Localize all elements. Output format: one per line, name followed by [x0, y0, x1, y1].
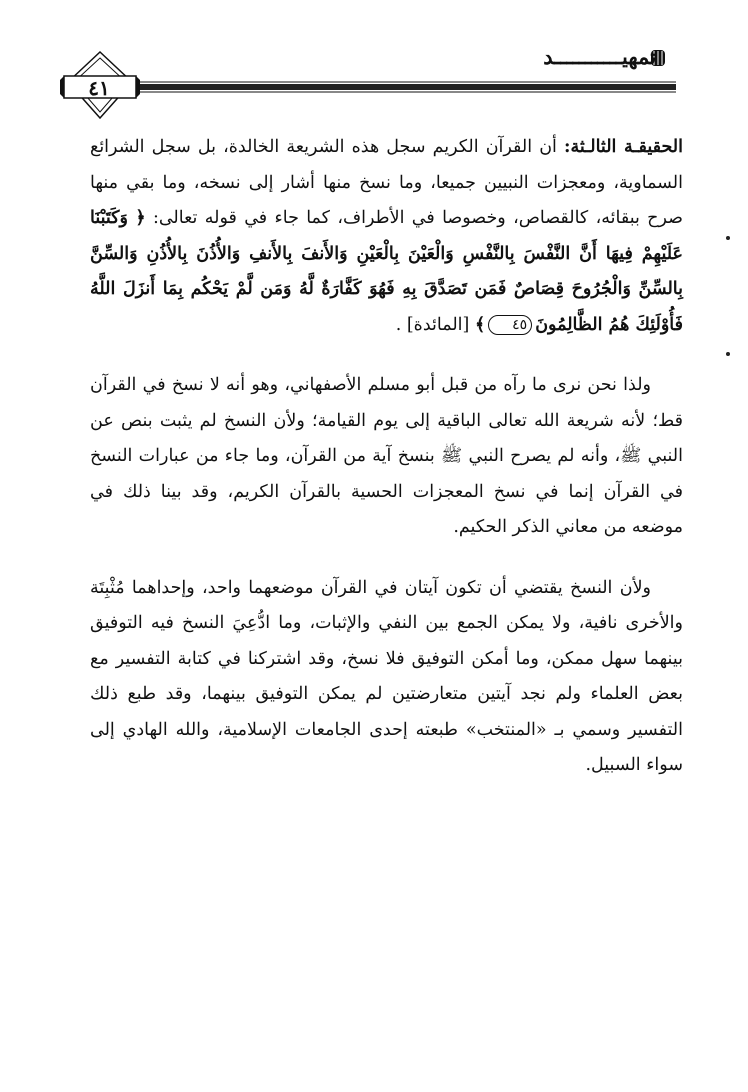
ayah-number: ٤٥ [488, 315, 532, 335]
page-number: ٤١ [88, 76, 110, 100]
quran-open-bracket: ﴿ [135, 208, 146, 228]
paragraph-2: ولذا نحن نرى ما رآه من قبل أبو مسلم الأصفهاني، وهو أنه لا نسخ في القرآن قط؛ لأنه شريعة الله تعالى الباقية إلى يوم القيامة؛ ولأن النسخ لم يثبت بنص عن النبي ﷺ، وأنه لم يصرح النبي ﷺ بنسخ آية من القرآن، وما جاء من عبارات النسخ في القرآن إنما في نسخ المعجزات الحسية بالقرآن الكريم، وقد بينا ذلك في موضعه من معاني الذكر الحكيم. [90, 375, 683, 537]
paragraph-3: ولأن النسخ يقتضي أن تكون آيتان في القرآن موضعهما واحد، وإحداهما مُثْبِتَة والأخرى نافية، ولا يمكن الجمع بين النفي والإثبات، وما ادُّعِيَ النسخ فيه التوفيق بينهما سهل ممكن، وما أمكن التوفيق فلا نسخ، وقد اشتركنا في كتابة التفسير مع بعض العلماء ولم نجد آيتين متعارضتين لم يمكن التوفيق بينهما، وقد طبع ذلك التفسير وسمي بـ «المنتخب» طبعته إحدى الجامعات الإسلامية، والله الهادي إلى سواء السبيل. [90, 577, 683, 775]
quran-verse: وَكَتَبْنَا عَلَيْهِمْ فِيهَا أَنَّ النَّفْسَ بِالنَّفْسِ وَالْعَيْنَ بِالْعَيْنِ وَالأَنفَ بِالأَنفِ وَالأُذُنَ بِالأُذُنِ وَالسِّنَّ بِالسِّنِّ وَالْجُرُوحَ قِصَاصٌ فَمَن تَصَدَّقَ بِهِ فَهُوَ كَفَّارَةٌ لَّهُ وَمَن لَّمْ يَحْكُم بِمَا أَنزَلَ اللَّهُ فَأُوْلَئِكَ هُمُ الظَّالِمُونَ [90, 208, 683, 335]
paragraph-end: . [395, 314, 407, 335]
scan-mark [726, 236, 730, 240]
page-body [90, 130, 683, 809]
scan-mark [726, 352, 730, 356]
quran-close-bracket: ﴾ [474, 314, 486, 335]
header-rule [128, 84, 676, 90]
paragraph-lead: الحقيقـة الثالـثة: [564, 137, 683, 157]
paragraph-text: أن القرآن الكريم سجل هذه الشريعة الخالدة، بل سجل الشرائع السماوية، ومعجزات النبيين جميعا، وما نسخ منها أشار إلى نسخه، وما بقي منها صرح ببقائه، كالقصاص، وخصوصا في الأطراف، كما جاء في قوله تعالى: [90, 137, 683, 228]
paragraph-1 [90, 130, 683, 343]
page-header [0, 0, 748, 135]
chapter-title: تمهيـــــــــــد [543, 44, 656, 69]
surah-reference: [المائدة] [406, 314, 470, 335]
